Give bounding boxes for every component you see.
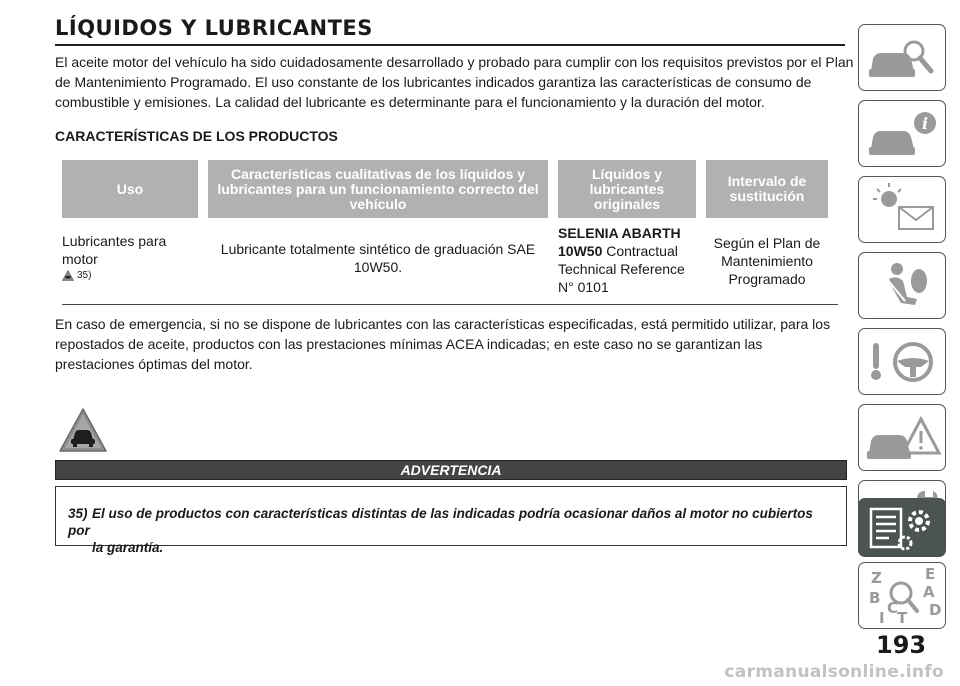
- header-liquidos-originales: Líquidos y lubricantes originales: [558, 160, 696, 218]
- car-info-icon: [859, 101, 947, 168]
- sidebar-tab-index[interactable]: [858, 562, 946, 629]
- product-name: SELENIA ABARTH 10W50: [558, 225, 681, 259]
- index-letter-z: Z: [871, 569, 882, 587]
- warning-reference-number: 35): [77, 270, 92, 281]
- index-letter-d: D: [929, 601, 942, 619]
- sidebar-tab-warning-lights[interactable]: [858, 176, 946, 243]
- cell-uso: [62, 222, 198, 296]
- index-letter-a: A: [923, 583, 935, 601]
- header-uso: Uso: [62, 160, 198, 218]
- page-number: 193: [876, 631, 927, 659]
- svg-text:i: i: [921, 114, 929, 133]
- airbag-seat-icon: [859, 253, 947, 320]
- cell-uso-text: Lubricantes para motor: [62, 233, 167, 267]
- warning-box: [55, 486, 847, 555]
- sidebar-tab-specs[interactable]: [858, 498, 946, 557]
- car-search-icon: [859, 25, 947, 92]
- index-letter-i: I: [879, 609, 885, 627]
- warning-label-bar: ADVERTENCIA: [55, 460, 847, 480]
- steering-wheel-icon: [859, 329, 947, 396]
- table-row: [62, 222, 838, 296]
- warning-text-line2: la garantía.: [92, 540, 164, 555]
- warning-lights-mail-icon: [859, 177, 947, 244]
- sidebar-tab-airbag[interactable]: [858, 252, 946, 319]
- intro-paragraph: El aceite motor del vehículo ha sido cuidadosamente desarrollado y probado para cumplir con los requisitos previstos por el Plan de Mantenimiento Programado. El uso constante de los lubricantes indicados garantiza las características de consumo de combustible y emisiones. La calidad del lubricante es determinante para el funcionamiento y la duración del motor.: [55, 54, 854, 110]
- table-bottom-rule: [62, 304, 838, 305]
- title-rule: [55, 44, 845, 46]
- warning-reference[interactable]: [62, 270, 198, 281]
- warning-number: 35): [68, 506, 88, 521]
- watermark: carmanualsonline.info: [724, 662, 944, 682]
- car-hazard-icon: [859, 405, 947, 472]
- cell-caracteristicas: Lubricante totalmente sintético de graduación SAE 10W50.: [220, 241, 536, 275]
- table-header-row: [62, 160, 838, 218]
- index-letter-c: C: [887, 599, 899, 617]
- cell-intervalo: Según el Plan de Mantenimiento Programado: [713, 235, 821, 287]
- section-heading: CARACTERÍSTICAS DE LOS PRODUCTOS: [55, 128, 338, 144]
- index-letter-b: B: [869, 589, 881, 607]
- cell-producto: [558, 222, 696, 296]
- page-title: LÍQUIDOS Y LUBRICANTES: [55, 16, 373, 40]
- warning-triangle-icon: [62, 270, 74, 281]
- warning-text-line1: El uso de productos con características distintas de las indicadas podría ocasionar daños al motor no cubiertos por: [68, 506, 813, 538]
- index-letter-e: E: [925, 565, 936, 583]
- warning-triangle-icon: [58, 407, 108, 453]
- alphabet-index-icon: [859, 563, 947, 630]
- emergency-paragraph: En caso de emergencia, si no se dispone de lubricantes con las características especificadas, está permitido utilizar, para los repostados de aceite, productos con las prestaciones mínimas ACEA indicadas; en este caso no se garantizan las prestaciones óptimas del motor.: [55, 316, 831, 372]
- sidebar-tab-steering[interactable]: [858, 328, 946, 395]
- sidebar-tab-car-hazard[interactable]: [858, 404, 946, 471]
- sidebar-tab-car-info[interactable]: [858, 100, 946, 167]
- specs-gear-icon: [859, 499, 947, 558]
- header-intervalo: Intervalo de sustitución: [706, 160, 828, 218]
- index-letter-t: T: [897, 609, 908, 627]
- sidebar-tab-car-search[interactable]: [858, 24, 946, 91]
- product-reference: Contractual Technical Reference N° 0101: [558, 243, 685, 295]
- header-caracteristicas: Características cualitativas de los líquidos y lubricantes para un funcionamiento correcto del vehículo: [208, 160, 548, 218]
- products-table: [62, 160, 838, 296]
